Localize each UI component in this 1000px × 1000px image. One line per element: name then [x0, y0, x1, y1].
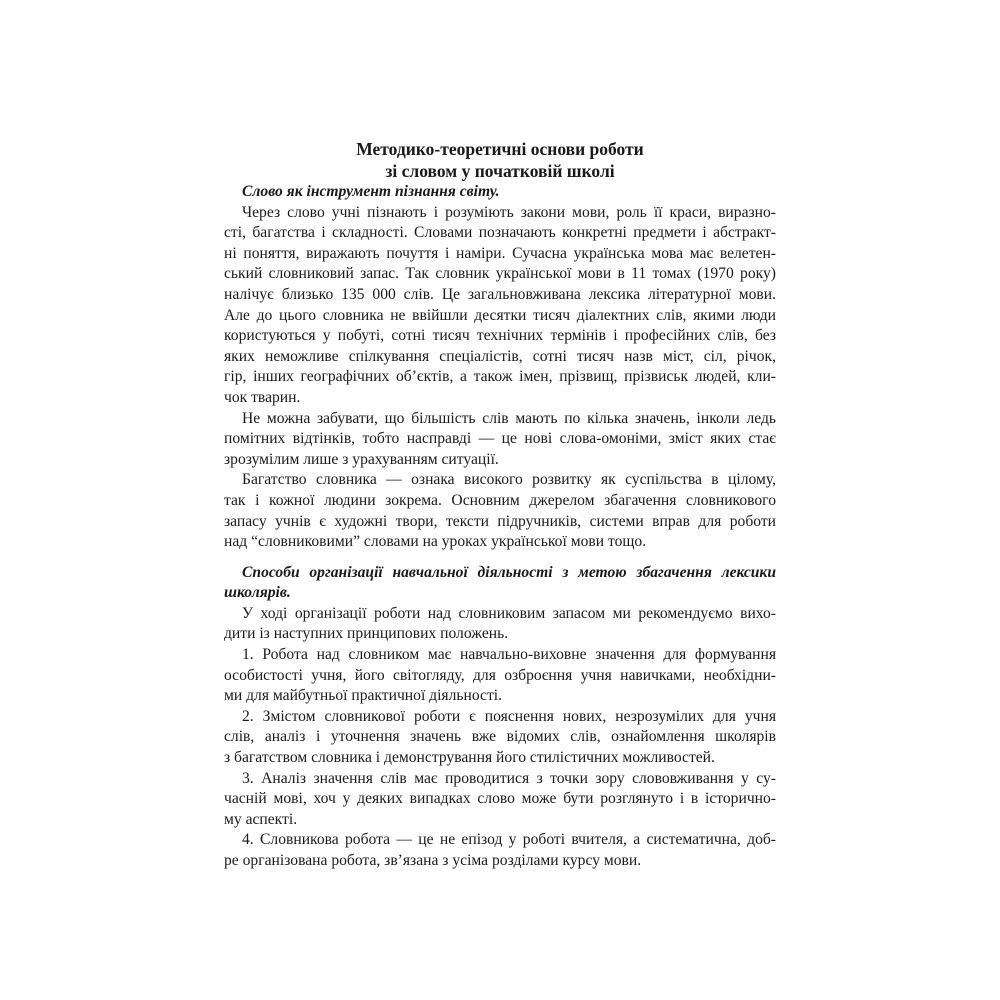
text-line: гір, інших географічних об’єктів, а також імен, прізвищ, прізвиськ людей, кли- [224, 368, 776, 386]
text-line: слів, аналіз і уточнення значень вже відомих слів, ознайомлення школярів [224, 728, 776, 746]
text-line: яких неможливе спілкування спеціалістів, сотні тисяч назв міст, сіл, річок, [224, 347, 776, 365]
title-line-2: зі словом у початковій школі [385, 161, 615, 181]
text-line: 2. Змістом словникової роботи є пояснення нових, незрозумілих для учня [242, 707, 776, 725]
text-line: ре організована робота, зв’язана з усіма розділами курсу мови. [224, 852, 642, 869]
text-line: 1. Робота над словником має навчально-виховне значення для формування [242, 646, 776, 664]
text-line: Через слово учні пізнають і розуміють закони мови, роль її краси, виразно- [242, 203, 776, 221]
text-line: 3. Аналіз значення слів має проводитися з точки зору слововживання у су- [242, 769, 776, 787]
text-line: ський словниковий запас. Так словник української мови в 11 томах (1970 року) [224, 265, 776, 283]
heading-line-2: школярів. [224, 584, 291, 602]
section-heading-1: Слово як інструмент пізнання світу. [242, 183, 500, 200]
text-line: над “словниковими” словами на уроках української мови тощо. [224, 533, 647, 551]
paragraph-2-5 [224, 830, 776, 871]
paragraph-1-3 [224, 470, 776, 552]
text-line: так і кожної людини зокрема. Основним джерелом збагачення словникового [224, 491, 776, 509]
paragraph-2-4 [224, 769, 776, 831]
title-line-1: Методико-теоретичні основи роботи [356, 139, 644, 159]
paragraph-1-2 [224, 409, 776, 471]
text-line: сті, багатства і складності. Словами позначають конкретні предмети і абстракт- [224, 224, 776, 242]
document-page [224, 138, 776, 872]
text-line: 4. Словникова робота — це не епізод у роботі вчителя, а систематична, доб- [242, 831, 776, 849]
section-heading-2 [224, 563, 776, 604]
text-line: Не можна забувати, що більшість слів мають по кілька значень, інколи ледь [242, 409, 776, 427]
text-line: часній мові, хоч у деяких випадках слово може бути розглянуто і в історично- [224, 790, 776, 808]
text-line: помітних відтінків, тобто насправді — це нові слова-омоніми, зміст яких стає [224, 430, 776, 448]
text-line: Багатство словника — ознака високого розвитку як суспільства в цілому, [242, 471, 776, 489]
text-line: налічує близько 135 000 слів. Це загальновживана лексика літературної мови. [224, 285, 776, 303]
text-line: особистості учня, його світогляду, для озброєння учня навичками, необхідни- [224, 666, 776, 684]
text-line: користуються у побуті, сотні тисяч технічних термінів і професійних слів, без [224, 327, 776, 345]
text-line: чок тварин. [224, 388, 301, 406]
paragraph-2-3 [224, 707, 776, 769]
paragraph-1-1 [224, 203, 776, 409]
text-line: У ході організації роботи над словниковим запасом ми рекомендуємо вихо- [242, 604, 776, 622]
text-line: зрозумілим лише з урахуванням ситуації. [224, 450, 499, 468]
text-line: ми для майбутньої практичної діяльності. [224, 687, 502, 705]
text-line: з багатством словника і демонстрування його стилістичних можливостей. [224, 749, 715, 767]
paragraph-2-2 [224, 645, 776, 707]
heading-line-1: Способи організації навчальної діяльності з метою збагачення лексики [242, 563, 776, 581]
text-line: дити із наступних принципових положень. [224, 625, 509, 643]
text-line: Але до цього словника не ввійшли десятки тисяч діалектних слів, якими люди [224, 306, 776, 324]
page-title [224, 138, 776, 182]
text-line: му аспекті. [224, 810, 298, 828]
text-line: запасу учнів є художні твори, тексти підручників, системи вправ для роботи [224, 512, 776, 530]
text-line: ні поняття, виражають почуття і наміри. Сучасна українська мова має велетен- [224, 244, 776, 262]
paragraph-2-1 [224, 604, 776, 645]
